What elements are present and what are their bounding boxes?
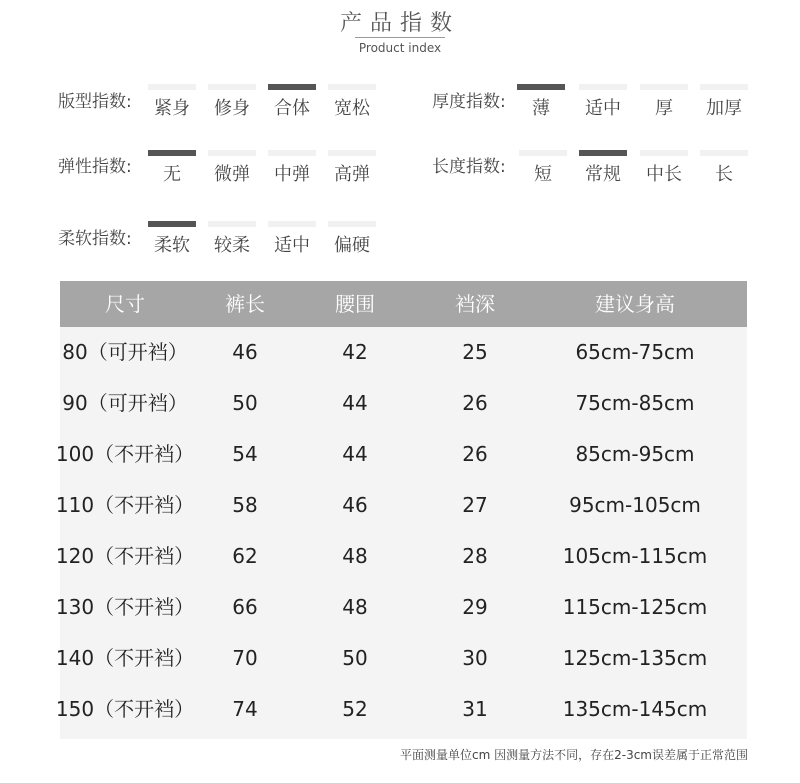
index-option-length-0 [519,150,567,190]
index-option-length-3 [700,150,748,190]
indicator-bar [148,221,196,227]
option-label: 修身 [214,98,250,119]
cell-waist: 46 [342,493,368,517]
indicator-bar [208,84,256,90]
indicator-bar [328,221,376,227]
option-label: 中弹 [274,164,310,185]
table-row [55,582,747,633]
cell-pants-length: 54 [232,442,258,466]
indicator-bar [517,84,565,90]
title-divider [355,37,445,38]
index-option-fit-3 [328,84,376,124]
indicator-bar [519,150,567,156]
cell-pants-length: 70 [232,646,258,670]
header-waist: 腰围 [335,292,375,316]
index-label-elasticity: 弹性指数: [58,157,132,177]
indicator-bar [268,84,316,90]
option-label: 加厚 [706,98,742,119]
header-size: 尺寸 [105,292,145,316]
page-subtitle: Product index [358,41,442,55]
index-label-softness: 柔软指数: [58,229,132,249]
size-table [55,281,747,739]
indicator-bar [268,221,316,227]
indicator-bar [148,150,196,156]
option-label: 宽松 [334,98,370,119]
option-label: 薄 [532,98,550,119]
header-rise: 裆深 [455,292,495,316]
index-option-elasticity-2 [268,150,316,190]
cell-rise: 30 [462,646,488,670]
indicator-bar [328,84,376,90]
table-row [60,378,747,429]
cell-waist: 48 [342,595,368,619]
cell-height: 95cm-105cm [569,493,701,517]
option-label: 常规 [585,164,621,185]
cell-rise: 26 [462,442,488,466]
indicator-bar [208,221,256,227]
header-height: 建议身高 [595,292,675,316]
indicator-bar [700,84,748,90]
cell-rise: 26 [462,391,488,415]
cell-height: 85cm-95cm [575,442,695,466]
option-label: 微弹 [214,164,250,185]
indicator-bar [640,84,688,90]
indicator-bar [268,150,316,156]
index-option-thickness-1 [579,84,627,124]
table-body [55,327,747,739]
index-option-softness-0 [148,221,196,261]
option-label: 无 [163,164,181,185]
option-label: 偏硬 [334,235,370,256]
indicator-bar [640,150,688,156]
table-row [55,684,747,735]
table-row [55,633,747,684]
option-label: 中长 [646,164,682,185]
index-option-thickness-2 [640,84,688,124]
index-option-thickness-0 [517,84,565,124]
cell-height: 105cm-115cm [562,544,708,568]
page-title: 产品指数 [339,11,460,36]
cell-size: 130（不开裆） [55,595,195,619]
cell-height: 135cm-145cm [562,697,708,721]
option-label: 高弹 [334,164,370,185]
cell-size: 120（不开裆） [55,544,195,568]
cell-waist: 52 [342,697,368,721]
index-option-softness-3 [328,221,376,261]
cell-rise: 28 [462,544,488,568]
cell-pants-length: 62 [232,544,258,568]
option-label: 柔软 [154,235,190,256]
cell-height: 125cm-135cm [562,646,708,670]
index-label-fit: 版型指数: [58,92,132,112]
cell-height: 65cm-75cm [575,340,695,364]
index-option-fit-1 [208,84,256,124]
cell-pants-length: 46 [232,340,258,364]
option-label: 适中 [585,98,621,119]
cell-rise: 27 [462,493,488,517]
table-row [55,531,747,582]
measurement-note: 平面测量单位cm 因测量方法不同，存在2-3cm误差属于正常范围 [400,748,748,762]
index-option-softness-2 [268,221,316,261]
index-option-elasticity-1 [208,150,256,190]
option-label: 厚 [655,98,673,119]
cell-size: 150（不开裆） [55,697,195,721]
indicator-bar [700,150,748,156]
header-pants-length: 裤长 [225,292,265,316]
indicator-bar [579,150,627,156]
cell-height: 115cm-125cm [562,595,708,619]
option-label: 紧身 [154,98,190,119]
cell-size: 100（不开裆） [55,442,195,466]
cell-waist: 50 [342,646,368,670]
index-label-length: 长度指数: [432,157,506,177]
index-option-thickness-3 [700,84,748,124]
cell-rise: 25 [462,340,488,364]
index-option-fit-0 [148,84,196,124]
table-row [55,480,747,531]
cell-waist: 48 [342,544,368,568]
cell-pants-length: 74 [232,697,258,721]
index-option-softness-1 [208,221,256,261]
table-header [60,281,747,327]
cell-pants-length: 50 [232,391,258,415]
option-label: 较柔 [214,235,250,256]
cell-pants-length: 66 [232,595,258,619]
indicator-bar [208,150,256,156]
option-label: 短 [534,164,552,185]
indicator-bar [579,84,627,90]
indicator-bar [148,84,196,90]
index-option-length-1 [579,150,627,190]
cell-rise: 29 [462,595,488,619]
index-option-elasticity-0 [148,150,196,190]
cell-height: 75cm-85cm [575,391,695,415]
cell-size: 140（不开裆） [55,646,195,670]
index-option-length-2 [640,150,688,190]
cell-size: 80（可开裆） [62,340,188,364]
index-option-fit-2 [268,84,316,124]
table-row [55,429,747,480]
cell-pants-length: 58 [232,493,258,517]
cell-waist: 42 [342,340,368,364]
option-label: 适中 [274,235,310,256]
table-row [60,327,747,378]
index-option-elasticity-3 [328,150,376,190]
indicator-bar [328,150,376,156]
cell-size: 110（不开裆） [55,493,195,517]
option-label: 长 [715,164,733,185]
option-label: 合体 [274,98,310,119]
cell-waist: 44 [342,442,368,466]
index-label-thickness: 厚度指数: [432,92,506,112]
cell-size: 90（可开裆） [62,391,188,415]
cell-rise: 31 [462,697,488,721]
cell-waist: 44 [342,391,368,415]
